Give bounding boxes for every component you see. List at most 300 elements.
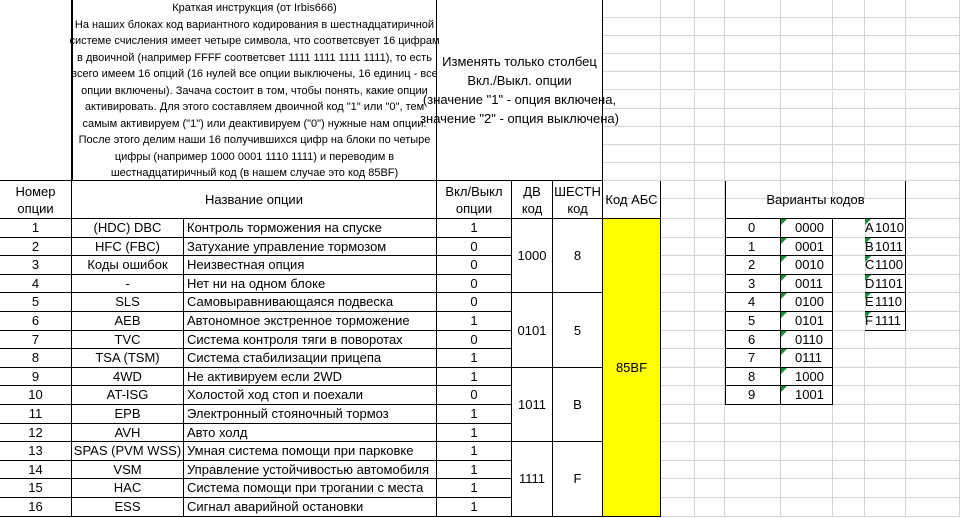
variant-binary[interactable]	[781, 368, 833, 387]
option-name[interactable]	[184, 238, 437, 257]
empty-cell[interactable]	[906, 405, 960, 424]
option-number[interactable]	[0, 498, 72, 517]
empty-cell[interactable]	[695, 293, 725, 312]
empty-cell[interactable]	[781, 54, 833, 72]
empty-cell[interactable]	[695, 72, 725, 90]
option-name[interactable]	[184, 405, 437, 424]
empty-cell[interactable]	[906, 219, 960, 238]
empty-cell[interactable]	[906, 91, 960, 109]
group-hex-code[interactable]	[553, 293, 603, 367]
option-toggle-value[interactable]	[437, 461, 512, 480]
empty-cell[interactable]	[661, 312, 695, 331]
empty-cell[interactable]	[661, 163, 695, 181]
empty-cell[interactable]	[865, 461, 906, 480]
empty-cell[interactable]	[906, 424, 960, 443]
header-code-variants[interactable]	[725, 181, 906, 219]
option-name[interactable]	[184, 386, 437, 405]
empty-cell[interactable]	[865, 442, 906, 461]
option-toggle-value[interactable]	[437, 293, 512, 312]
empty-cell[interactable]	[695, 219, 725, 238]
empty-cell[interactable]	[603, 145, 661, 163]
empty-cell[interactable]	[781, 0, 833, 18]
group-binary-code[interactable]	[512, 368, 553, 442]
option-name[interactable]	[184, 461, 437, 480]
option-toggle-value[interactable]	[437, 256, 512, 275]
empty-cell[interactable]	[781, 498, 833, 517]
option-code[interactable]	[72, 219, 184, 238]
variant-hex-letter[interactable]	[833, 275, 875, 294]
empty-cell[interactable]	[695, 312, 725, 331]
empty-cell[interactable]	[781, 424, 833, 443]
variant-hex-letter-text: A	[865, 220, 874, 235]
empty-cell[interactable]	[781, 127, 833, 145]
variant-binary[interactable]	[781, 293, 833, 312]
instruction-line: активировать. Для этого составляем двоичной код "1" или "0", тем	[84, 101, 425, 113]
empty-cell[interactable]	[661, 127, 695, 145]
group-hex-code-text: F	[573, 471, 582, 487]
empty-cell[interactable]	[661, 442, 695, 461]
option-name[interactable]	[184, 219, 437, 238]
empty-cell[interactable]	[695, 163, 725, 181]
variant-digit[interactable]	[725, 331, 781, 350]
empty-cell[interactable]	[865, 18, 906, 36]
empty-cell[interactable]	[906, 109, 960, 127]
empty-cell[interactable]	[865, 127, 906, 145]
empty-cell[interactable]	[661, 256, 695, 275]
empty-cell[interactable]	[725, 72, 781, 90]
option-toggle-value-text: 1	[470, 406, 478, 421]
option-number[interactable]	[0, 331, 72, 350]
option-toggle-value[interactable]	[437, 386, 512, 405]
comment-marker-icon	[781, 368, 787, 374]
empty-cell[interactable]	[906, 145, 960, 163]
empty-cell[interactable]	[695, 0, 725, 18]
empty-cell[interactable]	[906, 238, 960, 257]
option-toggle-value[interactable]	[437, 238, 512, 257]
empty-cell[interactable]	[661, 349, 695, 368]
variant-hex-letter[interactable]	[833, 293, 874, 312]
group-hex-code[interactable]	[553, 219, 603, 293]
variant-digit[interactable]	[725, 256, 781, 275]
empty-cell[interactable]	[865, 368, 906, 387]
empty-cell[interactable]	[833, 18, 865, 36]
empty-cell[interactable]	[0, 0, 72, 181]
empty-cell[interactable]	[725, 0, 781, 18]
option-code[interactable]	[72, 368, 184, 387]
empty-cell[interactable]	[695, 36, 725, 54]
empty-cell[interactable]	[695, 386, 725, 405]
option-toggle-value[interactable]	[437, 424, 512, 443]
option-toggle-value[interactable]	[437, 368, 512, 387]
empty-cell[interactable]	[661, 275, 695, 294]
empty-cell[interactable]	[833, 386, 865, 405]
option-code[interactable]	[72, 479, 184, 498]
empty-cell[interactable]	[833, 72, 865, 90]
option-name[interactable]	[184, 256, 437, 275]
option-name[interactable]	[184, 479, 437, 498]
empty-cell[interactable]	[833, 0, 865, 18]
empty-cell[interactable]	[906, 331, 960, 350]
empty-cell[interactable]	[833, 461, 865, 480]
empty-cell[interactable]	[781, 18, 833, 36]
option-number[interactable]	[0, 349, 72, 368]
option-number[interactable]	[0, 238, 72, 257]
group-binary-code[interactable]	[512, 442, 553, 516]
empty-cell[interactable]	[865, 91, 906, 109]
empty-cell[interactable]	[906, 368, 960, 387]
empty-cell[interactable]	[695, 18, 725, 36]
empty-cell[interactable]	[865, 479, 906, 498]
option-code[interactable]	[72, 256, 184, 275]
empty-cell[interactable]	[865, 145, 906, 163]
empty-cell[interactable]	[695, 424, 725, 443]
empty-cell[interactable]	[661, 386, 695, 405]
empty-cell[interactable]	[661, 368, 695, 387]
empty-cell[interactable]	[833, 91, 865, 109]
option-name[interactable]	[184, 275, 437, 294]
option-toggle-value[interactable]	[437, 442, 512, 461]
empty-cell[interactable]	[833, 163, 865, 181]
comment-marker-icon	[865, 293, 871, 299]
variant-digit[interactable]	[725, 238, 781, 257]
empty-cell[interactable]	[695, 479, 725, 498]
empty-cell[interactable]	[833, 442, 865, 461]
option-number[interactable]	[0, 275, 72, 294]
option-code[interactable]	[72, 312, 184, 331]
comment-marker-icon	[781, 219, 787, 225]
variant-hex-letter[interactable]	[833, 256, 875, 275]
empty-cell[interactable]	[695, 405, 725, 424]
empty-cell[interactable]	[695, 442, 725, 461]
empty-cell[interactable]	[833, 109, 865, 127]
empty-cell[interactable]	[833, 145, 865, 163]
option-toggle-value[interactable]	[437, 498, 512, 517]
variant-digit-text: 8	[748, 368, 756, 384]
empty-cell[interactable]	[661, 145, 695, 163]
empty-cell[interactable]	[865, 498, 906, 517]
variant-hex-letter[interactable]	[833, 238, 874, 257]
empty-cell[interactable]	[865, 424, 906, 443]
empty-cell[interactable]	[695, 54, 725, 72]
option-name[interactable]	[184, 442, 437, 461]
empty-cell[interactable]	[725, 127, 781, 145]
comment-marker-icon	[865, 312, 871, 318]
empty-cell[interactable]	[725, 479, 781, 498]
option-number[interactable]	[0, 386, 72, 405]
empty-cell[interactable]	[725, 36, 781, 54]
option-toggle-value[interactable]	[437, 349, 512, 368]
option-number[interactable]	[0, 424, 72, 443]
instruction-line: всего имеем 16 опций (16 нулей все опции выключены, 16 единиц - все	[71, 68, 438, 80]
empty-cell[interactable]	[603, 18, 661, 36]
empty-cell[interactable]	[865, 36, 906, 54]
empty-cell[interactable]	[661, 91, 695, 109]
empty-cell[interactable]	[661, 54, 695, 72]
option-toggle-value[interactable]	[437, 275, 512, 294]
empty-cell[interactable]	[661, 498, 695, 517]
option-number[interactable]	[0, 368, 72, 387]
option-name-text: Управление устойчивостью автомобиля	[187, 461, 430, 477]
empty-cell[interactable]	[695, 275, 725, 294]
variant-hex-letter[interactable]	[833, 219, 874, 238]
option-number[interactable]	[0, 256, 72, 275]
empty-cell[interactable]	[695, 238, 725, 257]
variant-binary[interactable]	[781, 331, 833, 350]
empty-cell[interactable]	[661, 424, 695, 443]
empty-cell[interactable]	[661, 72, 695, 90]
empty-cell[interactable]	[695, 461, 725, 480]
option-code[interactable]	[72, 498, 184, 517]
empty-cell[interactable]	[906, 0, 960, 18]
empty-cell[interactable]	[833, 349, 865, 368]
option-toggle-value[interactable]	[437, 405, 512, 424]
empty-cell[interactable]	[865, 386, 906, 405]
empty-cell[interactable]	[781, 91, 833, 109]
empty-cell[interactable]	[661, 293, 695, 312]
empty-cell[interactable]	[906, 349, 960, 368]
abs-code-cell[interactable]	[603, 219, 661, 517]
empty-cell[interactable]	[781, 163, 833, 181]
empty-cell[interactable]	[695, 145, 725, 163]
empty-cell[interactable]	[725, 145, 781, 163]
empty-cell[interactable]	[833, 498, 865, 517]
empty-cell[interactable]	[661, 405, 695, 424]
empty-cell[interactable]	[865, 54, 906, 72]
option-name-text: Сигнал аварийной остановки	[187, 499, 364, 514]
empty-cell[interactable]	[833, 36, 865, 54]
option-code[interactable]	[72, 386, 184, 405]
empty-cell[interactable]	[865, 163, 906, 181]
variant-binary[interactable]	[781, 275, 833, 294]
variant-binary[interactable]	[781, 349, 833, 368]
option-code-text: SPAS (PVM WSS)	[73, 443, 182, 459]
empty-cell[interactable]	[695, 349, 725, 368]
empty-cell[interactable]	[725, 442, 781, 461]
option-toggle-value-text: 0	[470, 387, 478, 403]
empty-cell[interactable]	[661, 181, 695, 219]
empty-cell[interactable]	[725, 18, 781, 36]
empty-cell[interactable]	[906, 442, 960, 461]
variant-hex-binary[interactable]	[865, 293, 906, 312]
variant-digit[interactable]	[725, 386, 781, 405]
empty-cell[interactable]	[833, 54, 865, 72]
empty-cell[interactable]	[865, 331, 906, 350]
instruction-block[interactable]	[69, 0, 440, 181]
empty-cell[interactable]	[661, 219, 695, 238]
comment-marker-icon	[865, 238, 871, 244]
empty-cell[interactable]	[865, 109, 906, 127]
variant-hex-binary-text: 1010	[875, 220, 904, 235]
variant-digit[interactable]	[725, 349, 781, 368]
variant-hex-binary[interactable]	[865, 256, 906, 275]
option-code[interactable]	[72, 442, 184, 461]
empty-cell[interactable]	[906, 275, 960, 294]
variant-hex-binary[interactable]	[865, 238, 906, 257]
empty-cell[interactable]	[781, 109, 833, 127]
empty-cell[interactable]	[833, 331, 865, 350]
option-code[interactable]	[72, 424, 184, 443]
empty-cell[interactable]	[906, 461, 960, 480]
empty-cell[interactable]	[906, 479, 960, 498]
empty-cell[interactable]	[725, 424, 781, 443]
empty-cell[interactable]	[725, 109, 781, 127]
option-name[interactable]	[184, 368, 437, 387]
variant-digit[interactable]	[725, 312, 781, 331]
option-name[interactable]	[184, 331, 437, 350]
option-code[interactable]	[72, 349, 184, 368]
header-on-off[interactable]	[437, 181, 512, 219]
empty-cell[interactable]	[865, 0, 906, 18]
comment-marker-icon	[781, 238, 787, 244]
empty-cell[interactable]	[906, 127, 960, 145]
empty-cell[interactable]	[603, 54, 661, 72]
option-code[interactable]	[72, 405, 184, 424]
variant-hex-binary-text: 1111	[875, 313, 902, 328]
empty-cell[interactable]	[695, 109, 725, 127]
empty-cell[interactable]	[725, 461, 781, 480]
empty-cell[interactable]	[906, 256, 960, 275]
option-code[interactable]	[72, 275, 184, 294]
group-hex-code[interactable]	[553, 368, 603, 442]
option-code[interactable]	[72, 238, 184, 257]
empty-cell[interactable]	[603, 72, 661, 90]
header-binary-code[interactable]	[512, 181, 553, 219]
empty-cell[interactable]	[781, 405, 833, 424]
option-number[interactable]	[0, 405, 72, 424]
empty-cell[interactable]	[603, 0, 661, 18]
empty-cell[interactable]	[661, 0, 695, 18]
option-number[interactable]	[0, 312, 72, 331]
empty-cell[interactable]	[906, 72, 960, 90]
option-number[interactable]	[0, 461, 72, 480]
empty-cell[interactable]	[603, 127, 661, 145]
empty-cell[interactable]	[695, 127, 725, 145]
empty-cell[interactable]	[695, 181, 725, 219]
empty-cell[interactable]	[781, 72, 833, 90]
option-toggle-value[interactable]	[437, 312, 512, 331]
option-name[interactable]	[184, 349, 437, 368]
variant-binary[interactable]	[781, 219, 833, 238]
empty-cell[interactable]	[695, 368, 725, 387]
empty-cell[interactable]	[833, 368, 865, 387]
empty-cell[interactable]	[781, 36, 833, 54]
empty-cell[interactable]	[695, 256, 725, 275]
empty-cell[interactable]	[661, 36, 695, 54]
variant-digit[interactable]	[725, 275, 781, 294]
empty-cell[interactable]	[725, 498, 781, 517]
option-name-text: Система помощи при трогании с места	[187, 480, 424, 496]
empty-cell[interactable]	[695, 91, 725, 109]
empty-cell[interactable]	[725, 54, 781, 72]
empty-cell[interactable]	[906, 181, 960, 219]
variant-hex-letter[interactable]	[833, 312, 873, 331]
empty-cell[interactable]	[725, 163, 781, 181]
empty-cell[interactable]	[833, 405, 865, 424]
empty-cell[interactable]	[906, 386, 960, 405]
header-abs-code[interactable]	[603, 181, 661, 219]
variant-digit[interactable]	[725, 293, 781, 312]
variant-digit-text: 7	[748, 350, 756, 366]
header-option-name[interactable]	[72, 181, 437, 219]
variant-hex-binary[interactable]	[865, 219, 906, 238]
option-number[interactable]	[0, 293, 72, 312]
option-toggle-value[interactable]	[437, 479, 512, 498]
empty-cell[interactable]	[725, 405, 781, 424]
option-name[interactable]	[184, 498, 437, 517]
empty-cell[interactable]	[865, 349, 906, 368]
empty-cell[interactable]	[781, 479, 833, 498]
empty-cell[interactable]	[661, 238, 695, 257]
empty-cell[interactable]	[906, 163, 960, 181]
option-name-text: Неизвестная опция	[187, 257, 305, 273]
variant-digit[interactable]	[725, 219, 781, 238]
variant-binary[interactable]	[781, 312, 833, 331]
option-code[interactable]	[72, 461, 184, 480]
empty-cell[interactable]	[865, 405, 906, 424]
empty-cell[interactable]	[695, 498, 725, 517]
empty-cell[interactable]	[833, 479, 865, 498]
option-name[interactable]	[184, 312, 437, 331]
option-code[interactable]	[72, 331, 184, 350]
empty-cell[interactable]	[725, 91, 781, 109]
empty-cell[interactable]	[603, 36, 661, 54]
empty-cell[interactable]	[906, 312, 960, 331]
empty-cell[interactable]	[661, 479, 695, 498]
option-number[interactable]	[0, 442, 72, 461]
group-binary-code[interactable]	[512, 219, 553, 293]
option-number[interactable]	[0, 479, 72, 498]
header-option-number[interactable]	[0, 181, 72, 219]
group-hex-code[interactable]	[553, 442, 603, 516]
empty-cell[interactable]	[661, 109, 695, 127]
empty-cell[interactable]	[906, 293, 960, 312]
option-toggle-value[interactable]	[437, 331, 512, 350]
header-hex-code[interactable]	[553, 181, 603, 219]
empty-cell[interactable]	[906, 18, 960, 36]
option-name-text: Контроль торможения на спуске	[187, 220, 382, 235]
empty-cell[interactable]	[833, 127, 865, 145]
option-name[interactable]	[184, 424, 437, 443]
option-code-text: AEB	[114, 313, 141, 328]
option-number[interactable]	[0, 219, 72, 238]
instruction-line: На наших блоках код вариантного кодирования в шестнадцатиричной	[74, 18, 435, 31]
option-code[interactable]	[72, 293, 184, 312]
variant-binary[interactable]	[781, 256, 833, 275]
empty-cell[interactable]	[695, 331, 725, 350]
option-name[interactable]	[184, 293, 437, 312]
empty-cell[interactable]	[865, 72, 906, 90]
variant-digit[interactable]	[725, 368, 781, 387]
empty-cell[interactable]	[603, 163, 661, 181]
empty-cell[interactable]	[781, 145, 833, 163]
empty-cell[interactable]	[661, 461, 695, 480]
group-binary-code[interactable]	[512, 293, 553, 367]
empty-cell[interactable]	[661, 18, 695, 36]
empty-cell[interactable]	[661, 331, 695, 350]
empty-cell[interactable]	[781, 442, 833, 461]
empty-cell[interactable]	[906, 54, 960, 72]
empty-cell[interactable]	[833, 424, 865, 443]
option-toggle-value[interactable]	[437, 219, 512, 238]
empty-cell[interactable]	[906, 36, 960, 54]
variant-binary[interactable]	[781, 386, 833, 405]
variant-hex-binary[interactable]	[865, 275, 906, 294]
note-block[interactable]	[420, 0, 619, 181]
empty-cell[interactable]	[781, 461, 833, 480]
variant-binary[interactable]	[781, 238, 833, 257]
variant-hex-binary[interactable]	[865, 312, 906, 331]
empty-cell[interactable]	[906, 498, 960, 517]
